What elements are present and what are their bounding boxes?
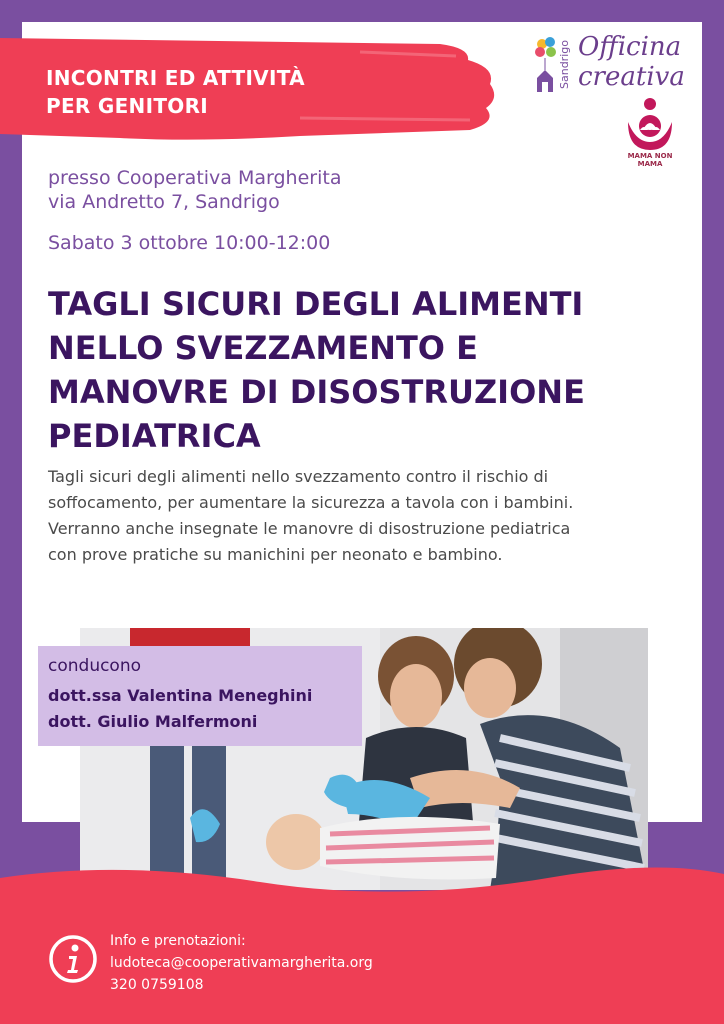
contact-label: Info e prenotazioni:	[110, 933, 246, 949]
presenter-name-2: dott. Giulio Malfermoni	[48, 712, 258, 731]
location	[48, 166, 341, 214]
title-line-2: NELLO SVEZZAMENTO E	[48, 329, 478, 367]
banner-line-2: PER GENITORI	[46, 94, 209, 118]
info-icon	[48, 934, 98, 984]
title-line-1: TAGLI SICURI DEGLI ALIMENTI	[48, 285, 584, 323]
officina-creativa-logo	[534, 32, 694, 96]
header-banner	[0, 38, 500, 143]
banner-title	[46, 64, 305, 120]
description-line-4: con prove pratiche su manichini per neonato e bambino.	[48, 545, 503, 564]
description-line-3: Verranno anche insegnate le manovre di disostruzione pediatrica	[48, 519, 571, 538]
officina-creativa-text	[578, 32, 685, 92]
creativa-word: creativa	[578, 62, 685, 92]
sandrigo-label: Sandrigo	[558, 40, 571, 90]
contact-email[interactable]: ludoteca@cooperativamargherita.org	[110, 955, 373, 971]
mama-non-mama-logo	[614, 96, 686, 166]
location-line-1: presso Cooperativa Margherita	[48, 167, 342, 189]
contact-phone[interactable]: 320 0759108	[110, 977, 204, 993]
description-line-2: soffocamento, per aumentare la sicurezza a tavola con i bambini.	[48, 493, 574, 512]
location-line-2: via Andretto 7, Sandrigo	[48, 191, 280, 213]
officina-word: Officina	[578, 32, 682, 62]
title-line-4: PEDIATRICA	[48, 417, 261, 455]
description-line-1: Tagli sicuri degli alimenti nello svezzamento contro il rischio di	[48, 467, 549, 486]
mother-child-lotus-icon	[614, 96, 686, 152]
presenters-box	[38, 646, 362, 746]
presenter-name-1: dott.ssa Valentina Meneghini	[48, 686, 313, 705]
house-balloons-icon	[534, 36, 558, 96]
event-title	[48, 282, 688, 458]
mama-non-mama-label: MAMA NON MAMA	[627, 152, 673, 168]
presenters-label: conducono	[48, 656, 142, 676]
title-line-3: MANOVRE DI DISOSTRUZIONE	[48, 373, 585, 411]
contact-info	[110, 930, 373, 996]
banner-line-1: INCONTRI ED ATTIVITÀ	[46, 66, 305, 90]
event-description	[48, 464, 684, 568]
event-date: Sabato 3 ottobre 10:00-12:00	[48, 232, 331, 254]
